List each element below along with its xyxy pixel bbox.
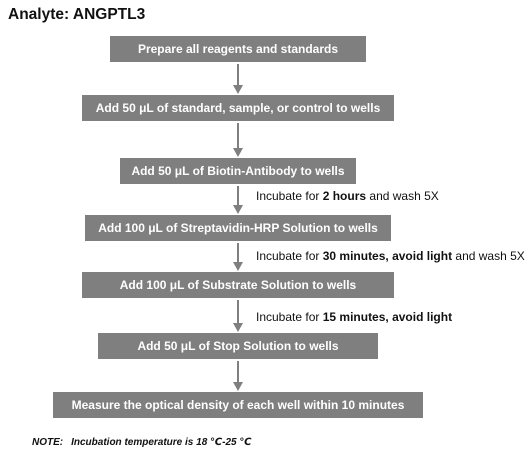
arrow-down-icon	[231, 186, 245, 214]
incubation-note-3: Incubate for 15 minutes, avoid light	[256, 310, 453, 324]
page-title: Analyte: ANGPTL3	[8, 6, 146, 23]
arrow-down-icon	[231, 300, 245, 332]
step-measure-optical-density: Measure the optical density of each well within 10 minutes	[53, 392, 423, 418]
footnote	[32, 437, 252, 448]
arrow-down-icon	[231, 64, 245, 94]
step-add-streptavidin-hrp: Add 100 μL of Streptavidin-HRP Solution to wells	[85, 215, 391, 241]
arrow-down-icon	[231, 123, 245, 157]
footnote-text: Incubation temperature is 18 ℃-25 ℃	[71, 437, 252, 448]
arrow-down-icon	[231, 243, 245, 271]
arrow-down-icon	[231, 361, 245, 391]
step-prepare-reagents: Prepare all reagents and standards	[110, 36, 366, 62]
step-add-substrate: Add 100 μL of Substrate Solution to wells	[82, 272, 394, 298]
step-add-biotin-antibody: Add 50 μL of Biotin-Antibody to wells	[120, 158, 356, 184]
step-add-standard-sample: Add 50 μL of standard, sample, or control to wells	[82, 95, 394, 121]
incubation-note-2: Incubate for 30 minutes, avoid light and wash 5X	[256, 249, 525, 263]
step-add-stop-solution: Add 50 μL of Stop Solution to wells	[98, 333, 378, 359]
incubation-note-1: Incubate for 2 hours and wash 5X	[256, 189, 439, 203]
footnote-label: NOTE:	[32, 437, 64, 448]
